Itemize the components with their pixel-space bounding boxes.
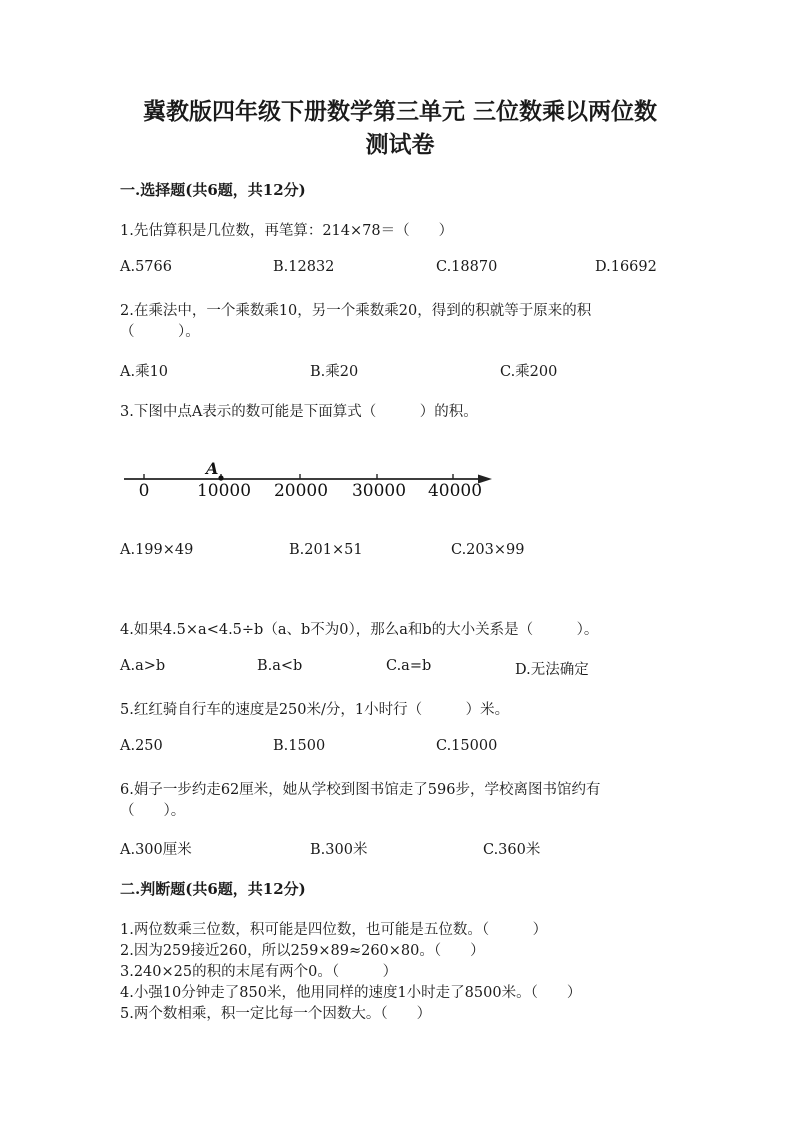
- question-4-text: 4.如果4.5×a<4.5÷b（a、b不为0），那么a和b的大小关系是（ ）。: [120, 622, 599, 638]
- point-a-label: A: [206, 459, 219, 478]
- question-6-option-c: C.360米: [483, 842, 541, 858]
- question-6-option-b: B.300米: [310, 842, 368, 858]
- question-3-text: 3.下图中点A表示的数可能是下面算式（ ）的积。: [120, 404, 478, 420]
- tick-label-0: 0: [138, 481, 150, 501]
- judgment-item-4: 4.小强10分钟走了850米，他用同样的速度1小时走了8500米。（ ）: [120, 985, 582, 1001]
- question-5-option-b: B.1500: [273, 738, 326, 754]
- question-3-option-a: A.199×49: [120, 542, 194, 558]
- question-4-option-d: D.无法确定: [515, 662, 589, 678]
- question-2-option-a: A.乘10: [120, 364, 169, 380]
- question-5-option-c: C.15000: [436, 738, 498, 754]
- judgment-item-2: 2.因为259接近260，所以259×89≈260×80。（ ）: [120, 943, 485, 959]
- question-4-option-a: A.a>b: [120, 658, 166, 674]
- question-2-option-c: C.乘200: [500, 364, 558, 380]
- judgment-item-1: 1.两位数乘三位数，积可能是四位数，也可能是五位数。（ ）: [120, 922, 548, 938]
- section-2-heading: 二.判断题(共6题，共12分): [120, 880, 306, 898]
- question-1-option-a: A.5766: [120, 259, 172, 275]
- page-title-line-1: 冀教版四年级下册数学第三单元 三位数乘以两位数: [142, 98, 657, 125]
- question-1-option-c: C.18870: [436, 259, 498, 275]
- tick-label-30000: 30000: [351, 481, 407, 501]
- tick-label-40000: 40000: [427, 481, 483, 501]
- number-line-figure: [120, 455, 500, 505]
- question-1-option-b: B.12832: [273, 259, 335, 275]
- section-1-heading: 一.选择题(共6题，共12分): [120, 181, 306, 199]
- question-5-option-a: A.250: [120, 738, 163, 754]
- page-title-line-2: 测试卷: [365, 131, 435, 158]
- question-3-option-b: B.201×51: [289, 542, 363, 558]
- question-1-text: 1.先估算积是几位数，再笔算：214×78＝（ ）: [120, 223, 454, 239]
- question-6-text-line-1: 6.娟子一步约走62厘米，她从学校到图书馆走了596步，学校离图书馆约有: [120, 782, 601, 798]
- question-2-text-line-1: 2.在乘法中，一个乘数乘10，另一个乘数乘20，得到的积就等于原来的积: [120, 303, 592, 319]
- point-a-marker: [218, 475, 223, 480]
- question-6-option-a: A.300厘米: [120, 842, 192, 858]
- question-2-text-line-2: （ ）。: [120, 324, 200, 340]
- tick-label-10000: 10000: [196, 481, 252, 501]
- question-2-option-b: B.乘20: [310, 364, 359, 380]
- question-6-text-line-2: （ ）。: [120, 803, 186, 819]
- judgment-item-5: 5.两个数相乘，积一定比每一个因数大。（ ）: [120, 1006, 432, 1022]
- tick-label-20000: 20000: [273, 481, 329, 501]
- judgment-item-3: 3.240×25的积的末尾有两个0。（ ）: [120, 964, 398, 980]
- question-5-text: 5.红红骑自行车的速度是250米/分，1小时行（ ）米。: [120, 702, 510, 718]
- question-3-option-c: C.203×99: [451, 542, 525, 558]
- question-1-option-d: D.16692: [595, 259, 657, 275]
- question-4-option-b: B.a<b: [257, 658, 303, 674]
- question-4-option-c: C.a=b: [386, 658, 432, 674]
